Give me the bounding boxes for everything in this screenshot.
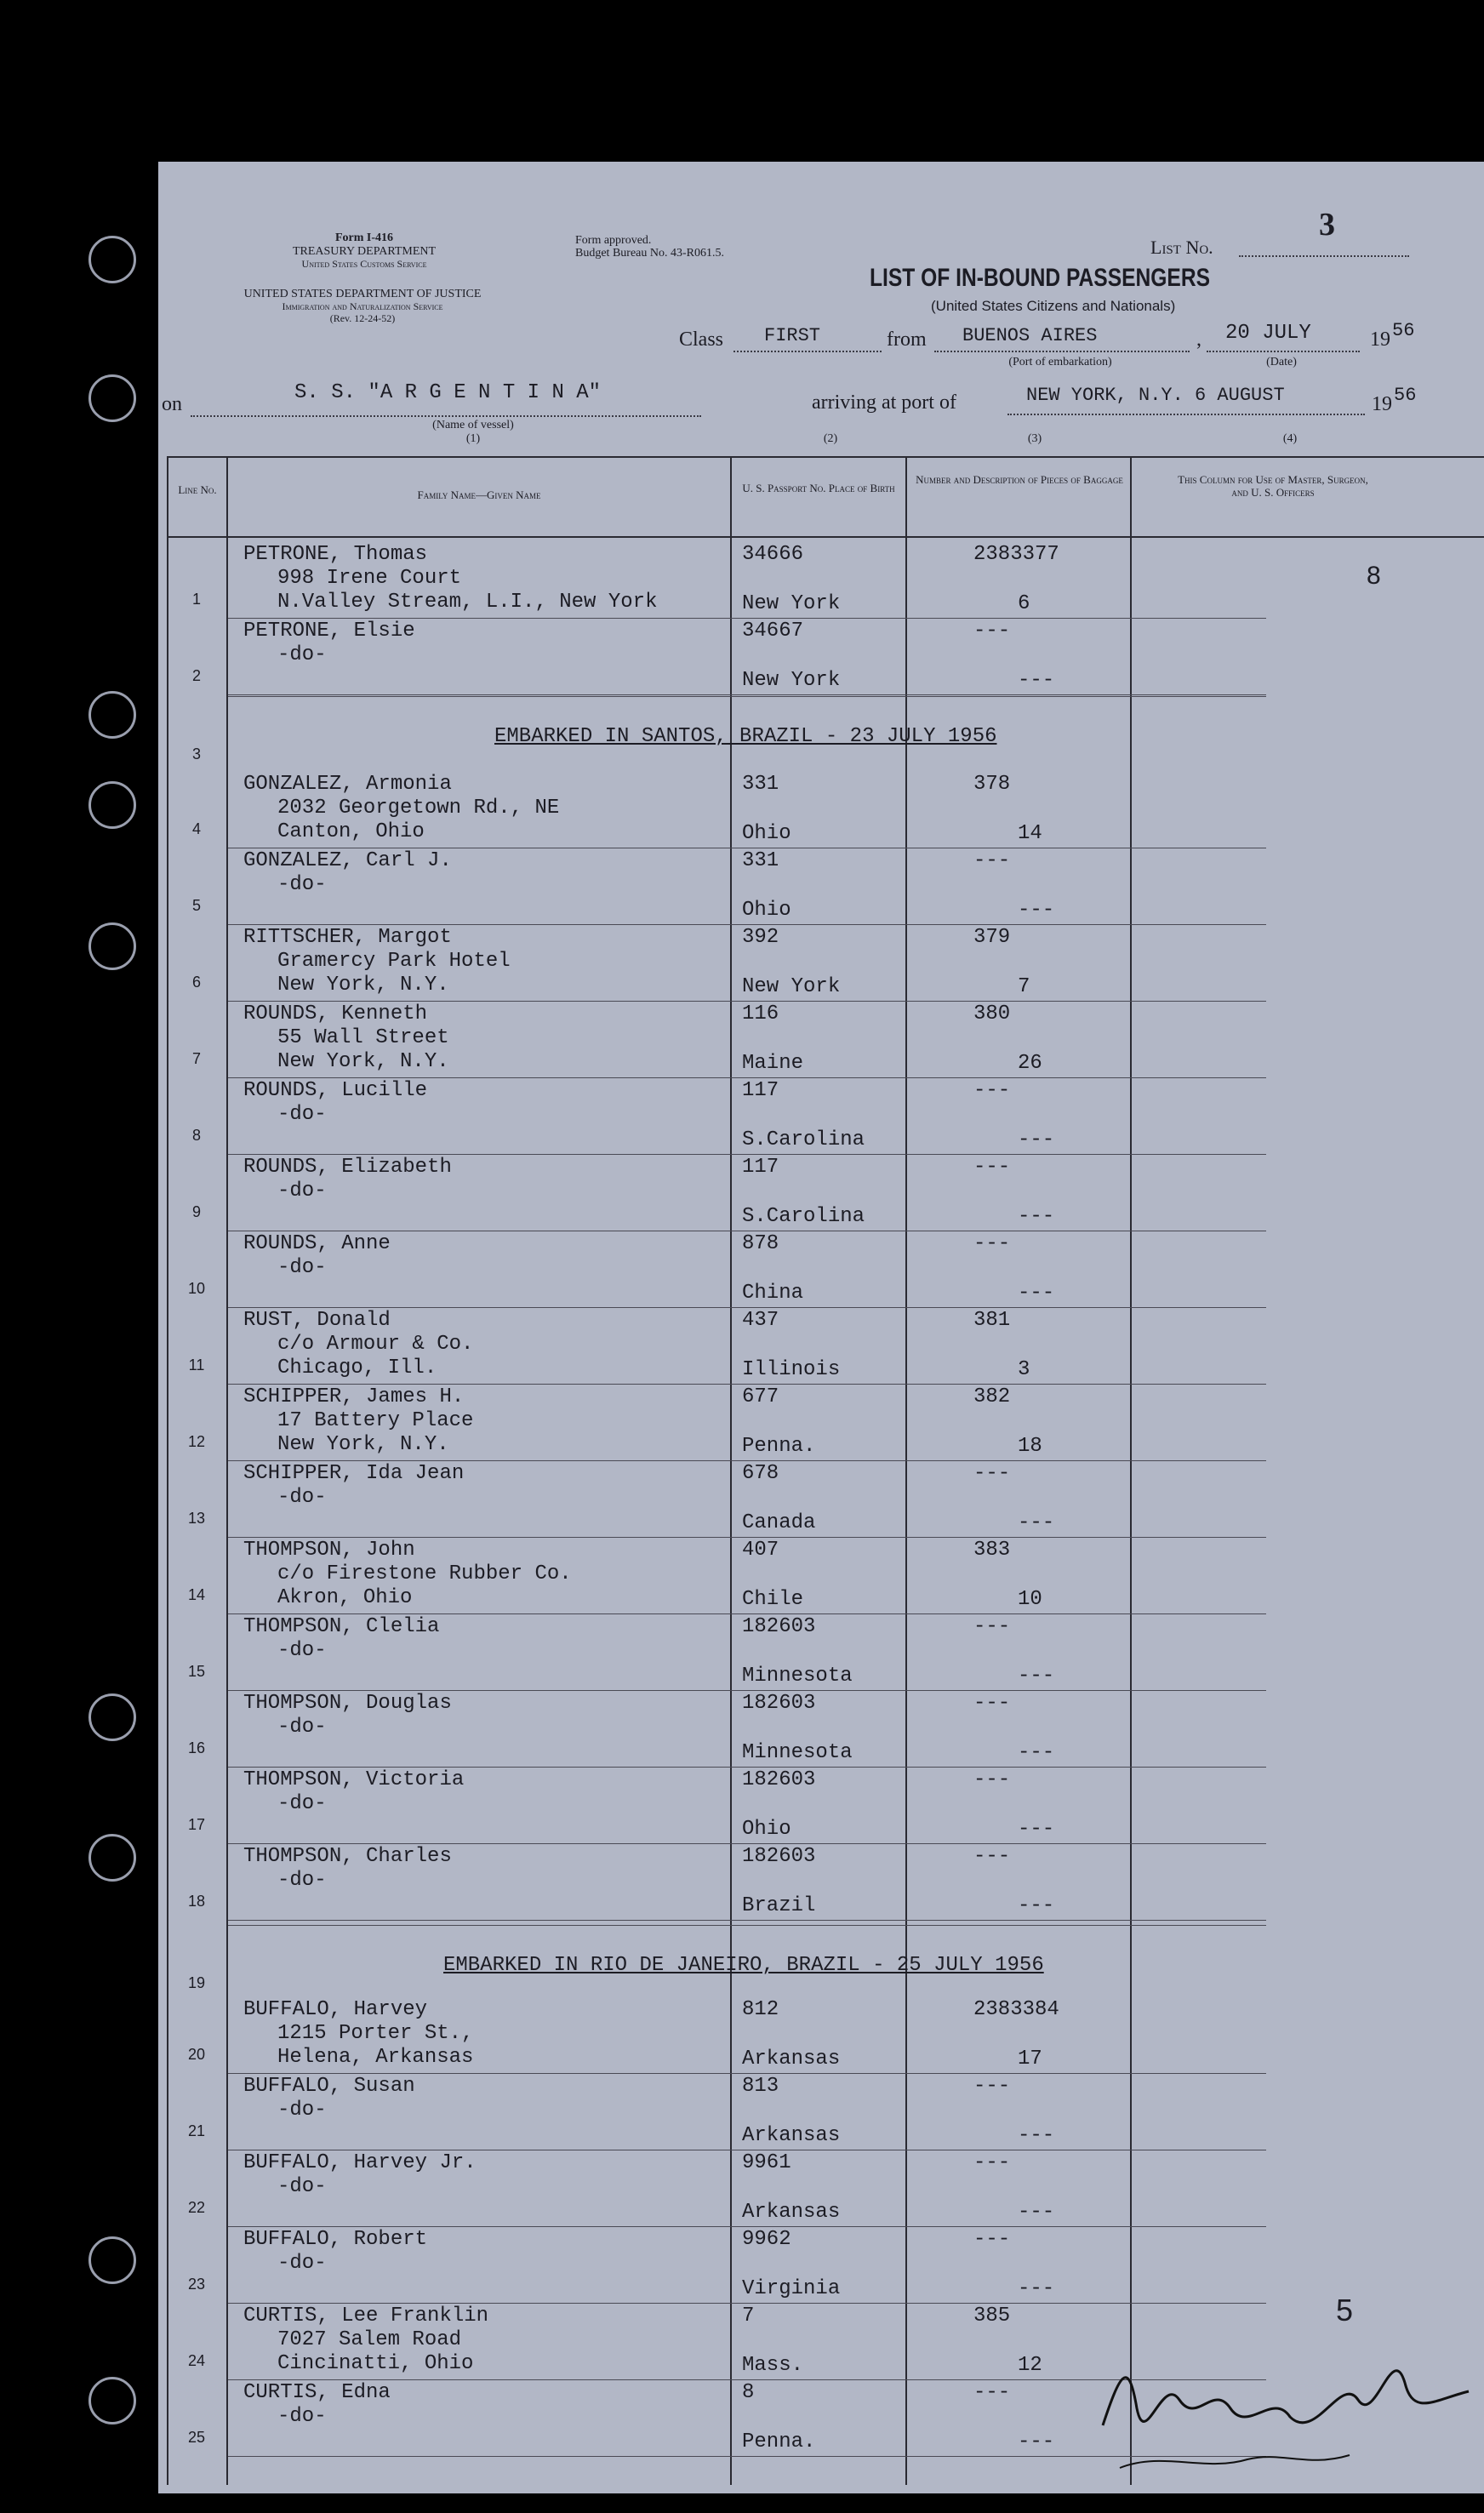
line-number: 25 (187, 2429, 206, 2446)
line-number: 14 (187, 1586, 206, 1603)
passenger-address-1: -do- (277, 1792, 327, 1815)
baggage-pieces: 26 (1018, 1052, 1042, 1075)
col3-num: (3) (1027, 432, 1042, 445)
passenger-address-1: -do- (277, 2099, 327, 2122)
arr-year-prefix: 19 (1372, 393, 1392, 415)
line-number: 17 (187, 1816, 206, 1833)
arr-year-suffix: 56 (1394, 385, 1417, 406)
punch-hole (88, 691, 136, 739)
baggage-ticket: --- (973, 1768, 1011, 1791)
baggage-pieces: --- (1018, 1128, 1055, 1151)
baggage-ticket: 2383377 (973, 543, 1059, 566)
place-of-birth: Mass. (742, 2354, 804, 2377)
form-number: Form I-416 (334, 231, 394, 244)
row-divider (228, 1307, 1266, 1308)
list-no-line (1239, 255, 1409, 257)
baggage-pieces: 14 (1018, 822, 1042, 845)
passenger-name: BUFFALO, Harvey Jr. (243, 2151, 477, 2174)
line-number: 16 (187, 1739, 206, 1756)
date-value: 20 JULY (1225, 322, 1311, 345)
line-number: 4 (191, 820, 201, 837)
passenger-address-1: -do- (277, 2405, 327, 2428)
baggage-pieces: --- (1018, 2124, 1055, 2147)
line-number: 2 (191, 667, 201, 684)
baggage-ticket: --- (973, 2381, 1011, 2404)
section-header-santos: EMBARKED IN SANTOS, BRAZIL - 23 JULY 1956 (494, 725, 997, 748)
passport-number: 9962 (742, 2228, 791, 2251)
form-approved: Form approved. (575, 234, 652, 247)
passenger-address-1: 55 Wall Street (277, 1026, 449, 1049)
punch-hole (88, 2377, 136, 2424)
vessel-name: S. S. "A R G E N T I N A" (294, 381, 602, 404)
passenger-address-1: 998 Irene Court (277, 567, 462, 590)
line-number: 18 (187, 1893, 206, 1910)
row-divider (228, 618, 1266, 619)
passport-number: 182603 (742, 1692, 816, 1715)
passenger-address-2: Cincinatti, Ohio (277, 2352, 474, 2375)
col-header-baggage: Number and Description of Pieces of Baggage (916, 473, 1123, 486)
passport-number: 392 (742, 926, 779, 949)
baggage-ticket: --- (973, 1462, 1011, 1485)
passenger-address-1: -do- (277, 873, 327, 896)
line-number: 21 (187, 2122, 206, 2139)
passenger-name: RITTSCHER, Margot (243, 926, 452, 949)
place-of-birth: Penna. (742, 1435, 816, 1458)
passenger-name: BUFFALO, Susan (243, 2075, 415, 2098)
passport-number: 878 (742, 1232, 779, 1255)
passenger-address-1: -do- (277, 1179, 327, 1202)
class-line (733, 351, 882, 352)
baggage-col-divider (1130, 456, 1132, 2485)
place-of-birth: Minnesota (742, 1741, 853, 1764)
revision: (Rev. 12-24-52) (329, 312, 396, 324)
baggage-ticket: --- (973, 2228, 1011, 2251)
baggage-pieces: 3 (1018, 1358, 1030, 1381)
ins-service: Immigration and Naturalization Service (282, 300, 443, 312)
passenger-name: SCHIPPER, James H. (243, 1385, 465, 1408)
passenger-name: GONZALEZ, Carl J. (243, 849, 452, 872)
baggage-ticket: 383 (973, 1539, 1011, 1562)
baggage-pieces: 12 (1018, 2354, 1042, 2377)
row-divider (228, 1154, 1266, 1155)
baggage-ticket: 382 (973, 1385, 1011, 1408)
passenger-address-1: -do- (277, 1486, 327, 1509)
section-header-rio: EMBARKED IN RIO DE JANEIRO, BRAZIL - 25 JULY 1956 (443, 1954, 1044, 1977)
row-divider (228, 1077, 1266, 1078)
place-of-birth: New York (742, 975, 841, 998)
officer-mark: 8 (1367, 562, 1381, 590)
passport-col-divider (905, 456, 907, 2485)
section-line-number: 3 (191, 745, 201, 762)
from-line (934, 351, 1190, 352)
place-of-birth: New York (742, 669, 841, 692)
passenger-address-1: -do- (277, 1256, 327, 1279)
passport-number: 813 (742, 2075, 779, 2098)
passport-number: 117 (742, 1079, 779, 1102)
name-col-divider (730, 456, 732, 2485)
passenger-name: THOMPSON, John (243, 1539, 415, 1562)
place-of-birth: Penna. (742, 2430, 816, 2453)
passenger-address-1: 17 Battery Place (277, 1409, 474, 1432)
punch-hole (88, 374, 136, 422)
passenger-name: BUFFALO, Harvey (243, 1998, 428, 2021)
baggage-pieces: --- (1018, 1741, 1055, 1764)
passport-number: 34666 (742, 543, 804, 566)
baggage-pieces: --- (1018, 1894, 1055, 1917)
customs-service: United States Customs Service (301, 258, 427, 270)
baggage-ticket: 385 (973, 2305, 1011, 2327)
line-number: 10 (187, 1280, 206, 1297)
row-divider (228, 1843, 1266, 1844)
punch-hole (88, 1693, 136, 1741)
line-number: 13 (187, 1510, 206, 1527)
line-number: 15 (187, 1663, 206, 1680)
row-divider (228, 694, 1266, 695)
list-subtitle: (United States Citizens and Nationals) (931, 298, 1176, 314)
baggage-pieces: 17 (1018, 2048, 1042, 2070)
section-divider (228, 1925, 1266, 1926)
punch-hole (88, 2236, 136, 2284)
line-number: 7 (191, 1050, 201, 1067)
baggage-ticket: 381 (973, 1309, 1011, 1332)
line-number: 20 (187, 2046, 206, 2063)
line-number: 1 (191, 591, 201, 608)
date-caption: (Date) (1266, 356, 1297, 368)
place-of-birth: Arkansas (742, 2048, 841, 2070)
row-divider (228, 1384, 1266, 1385)
passenger-name: RUST, Donald (243, 1309, 391, 1332)
baggage-pieces: --- (1018, 2277, 1055, 2300)
place-of-birth: S.Carolina (742, 1205, 865, 1228)
justice-dept: UNITED STATES DEPARTMENT OF JUSTICE (243, 288, 482, 300)
from-label: from (887, 328, 927, 351)
passport-number: 34667 (742, 620, 804, 643)
baggage-pieces: --- (1018, 1818, 1055, 1841)
line-number: 6 (191, 974, 201, 991)
passenger-address-1: -do- (277, 1639, 327, 1662)
manifest-sheet (158, 162, 1484, 2493)
passenger-address-1: 1215 Porter St., (277, 2022, 474, 2045)
baggage-ticket: --- (973, 1156, 1011, 1179)
passenger-name: SCHIPPER, Ida Jean (243, 1462, 465, 1485)
baggage-ticket: 2383384 (973, 1998, 1059, 2021)
on-label: on (162, 393, 182, 415)
treasury-dept: TREASURY DEPARTMENT (292, 245, 437, 258)
line-number: 5 (191, 897, 201, 914)
row-divider (228, 2303, 1266, 2304)
passenger-address-1: -do- (277, 2252, 327, 2275)
vessel-line (191, 415, 701, 417)
passenger-address-2: Canton, Ohio (277, 820, 425, 843)
col4-num: (4) (1282, 432, 1298, 445)
passenger-address-1: -do- (277, 1869, 327, 1892)
line-number: 9 (191, 1203, 201, 1220)
row-divider (228, 1001, 1266, 1002)
from-value: BUENOS AIRES (962, 325, 1098, 346)
list-title: LIST OF IN-BOUND PASSENGERS (870, 264, 1211, 292)
baggage-pieces: --- (1018, 1282, 1055, 1305)
passport-number: 7 (742, 2305, 755, 2327)
baggage-ticket: --- (973, 1615, 1011, 1638)
baggage-pieces: --- (1018, 669, 1055, 692)
passenger-address-2: Helena, Arkansas (277, 2046, 474, 2069)
punch-hole (88, 1834, 136, 1882)
section-divider (228, 696, 1266, 697)
baggage-pieces: --- (1018, 2430, 1055, 2453)
passport-number: 678 (742, 1462, 779, 1485)
passenger-name: PETRONE, Thomas (243, 543, 428, 566)
year-prefix: 19 (1370, 328, 1390, 351)
passenger-name: PETRONE, Elsie (243, 620, 415, 643)
baggage-ticket: --- (973, 1232, 1011, 1255)
col1-num: (1) (465, 432, 481, 445)
baggage-pieces: 6 (1018, 592, 1030, 615)
arriving-label: arriving at port of (812, 391, 956, 414)
row-divider (228, 1767, 1266, 1768)
officer-mark: 5 (1336, 2293, 1354, 2327)
row-divider (228, 1537, 1266, 1538)
passport-number: 331 (742, 773, 779, 796)
header-bottom-border (167, 536, 1484, 538)
passenger-address-1: c/o Armour & Co. (277, 1333, 474, 1356)
place-of-birth: Maine (742, 1052, 804, 1075)
place-of-birth: Ohio (742, 822, 791, 845)
passenger-address-2: N.Valley Stream, L.I., New York (277, 591, 658, 614)
passport-number: 116 (742, 1002, 779, 1025)
port-line (1007, 414, 1365, 415)
budget-bureau: Budget Bureau No. 43-R061.5. (575, 247, 724, 260)
passport-number: 182603 (742, 1768, 816, 1791)
passenger-name: GONZALEZ, Armonia (243, 773, 452, 796)
passport-number: 9961 (742, 2151, 791, 2174)
passenger-address-1: -do- (277, 643, 327, 666)
row-divider (228, 1613, 1266, 1614)
passport-number: 8 (742, 2381, 755, 2404)
passenger-name: CURTIS, Edna (243, 2381, 391, 2404)
comma: , (1196, 328, 1201, 351)
section-line-number: 19 (187, 1974, 206, 1991)
baggage-pieces: 10 (1018, 1588, 1042, 1611)
passenger-address-2: Akron, Ohio (277, 1586, 413, 1609)
punch-hole (88, 922, 136, 970)
passenger-name: BUFFALO, Robert (243, 2228, 428, 2251)
class-value: FIRST (764, 325, 821, 346)
passenger-address-2: New York, N.Y. (277, 1050, 449, 1073)
baggage-pieces: 7 (1018, 975, 1030, 998)
col-header-officers: This Column for Use of Master, Surgeon, and U. S. Officers (1178, 473, 1368, 499)
baggage-pieces: --- (1018, 1511, 1055, 1534)
col2-num: (2) (823, 432, 838, 445)
place-of-birth: Ohio (742, 1818, 791, 1841)
passenger-address-1: -do- (277, 2175, 327, 2198)
baggage-ticket: 380 (973, 1002, 1011, 1025)
passport-number: 182603 (742, 1615, 816, 1638)
place-of-birth: Minnesota (742, 1665, 853, 1688)
place-of-birth: New York (742, 592, 841, 615)
passport-number: 677 (742, 1385, 779, 1408)
place-of-birth: Virginia (742, 2277, 841, 2300)
col-header-name: Family Name—Given Name (417, 488, 541, 501)
passenger-name: ROUNDS, Kenneth (243, 1002, 428, 1025)
line-number: 22 (187, 2199, 206, 2216)
passenger-address-1: 7027 Salem Road (277, 2328, 462, 2351)
table-top-border (167, 456, 1484, 458)
passenger-address-2: New York, N.Y. (277, 974, 449, 997)
line-number: 24 (187, 2352, 206, 2369)
punch-hole (88, 781, 136, 829)
passport-number: 437 (742, 1309, 779, 1332)
officer-signature (1069, 2323, 1477, 2493)
baggage-pieces: --- (1018, 899, 1055, 922)
passenger-address-2: New York, N.Y. (277, 1433, 449, 1456)
year-suffix: 56 (1392, 320, 1415, 341)
baggage-ticket: --- (973, 1845, 1011, 1868)
passenger-name: CURTIS, Lee Franklin (243, 2305, 489, 2327)
passenger-name: ROUNDS, Elizabeth (243, 1156, 452, 1179)
place-of-birth: China (742, 1282, 804, 1305)
line-number: 23 (187, 2276, 206, 2293)
passenger-name: ROUNDS, Anne (243, 1232, 391, 1255)
place-of-birth: S.Carolina (742, 1128, 865, 1151)
embark-caption: (Port of embarkation) (1008, 356, 1112, 368)
place-of-birth: Brazil (742, 1894, 816, 1917)
baggage-ticket: --- (973, 620, 1011, 643)
passenger-name: THOMPSON, Douglas (243, 1692, 452, 1715)
row-divider (228, 2073, 1266, 2074)
place-of-birth: Arkansas (742, 2124, 841, 2147)
baggage-pieces: 18 (1018, 1435, 1042, 1458)
passport-number: 331 (742, 849, 779, 872)
passenger-address-1: -do- (277, 1103, 327, 1126)
row-divider (228, 1460, 1266, 1461)
passenger-address-1: c/o Firestone Rubber Co. (277, 1562, 572, 1585)
col-header-passport: U. S. Passport No. Place of Birth (742, 482, 895, 494)
passenger-name: THOMPSON, Charles (243, 1845, 452, 1868)
passenger-name: THOMPSON, Victoria (243, 1768, 465, 1791)
line-number: 12 (187, 1433, 206, 1450)
place-of-birth: Chile (742, 1588, 804, 1611)
row-divider (228, 2226, 1266, 2227)
line-col-divider (226, 456, 228, 2485)
baggage-pieces: --- (1018, 1205, 1055, 1228)
line-number: 8 (191, 1127, 201, 1144)
baggage-ticket: --- (973, 1692, 1011, 1715)
place-of-birth: Ohio (742, 899, 791, 922)
baggage-pieces: --- (1018, 1665, 1055, 1688)
punch-hole (88, 236, 136, 283)
place-of-birth: Arkansas (742, 2201, 841, 2224)
row-divider (228, 1690, 1266, 1691)
page-number: 3 (1319, 207, 1335, 243)
line-number: 11 (188, 1356, 205, 1374)
class-label: Class (679, 328, 724, 351)
baggage-ticket: 379 (973, 926, 1011, 949)
passenger-address-1: Gramercy Park Hotel (277, 950, 511, 973)
passenger-name: ROUNDS, Lucille (243, 1079, 428, 1102)
list-no-label: List No. (1150, 237, 1213, 258)
place-of-birth: Illinois (742, 1358, 841, 1381)
row-divider (228, 924, 1266, 925)
date-line (1207, 351, 1360, 352)
baggage-ticket: --- (973, 2075, 1011, 2098)
passport-number: 182603 (742, 1845, 816, 1868)
passenger-name: THOMPSON, Clelia (243, 1615, 440, 1638)
col-header-line-no: Line No. (178, 483, 217, 496)
vessel-caption: (Name of vessel) (432, 419, 514, 431)
passport-number: 812 (742, 1998, 779, 2021)
port-value: NEW YORK, N.Y. 6 AUGUST (1026, 385, 1285, 406)
baggage-ticket: --- (973, 849, 1011, 872)
baggage-ticket: --- (973, 1079, 1011, 1102)
row-divider (228, 1920, 1266, 1921)
passenger-address-1: 2032 Georgetown Rd., NE (277, 797, 560, 820)
passport-number: 407 (742, 1539, 779, 1562)
passenger-address-2: Chicago, Ill. (277, 1356, 437, 1379)
place-of-birth: Canada (742, 1511, 816, 1534)
passenger-address-1: -do- (277, 1716, 327, 1739)
baggage-pieces: --- (1018, 2201, 1055, 2224)
passport-number: 117 (742, 1156, 779, 1179)
baggage-ticket: 378 (973, 773, 1011, 796)
baggage-ticket: --- (973, 2151, 1011, 2174)
